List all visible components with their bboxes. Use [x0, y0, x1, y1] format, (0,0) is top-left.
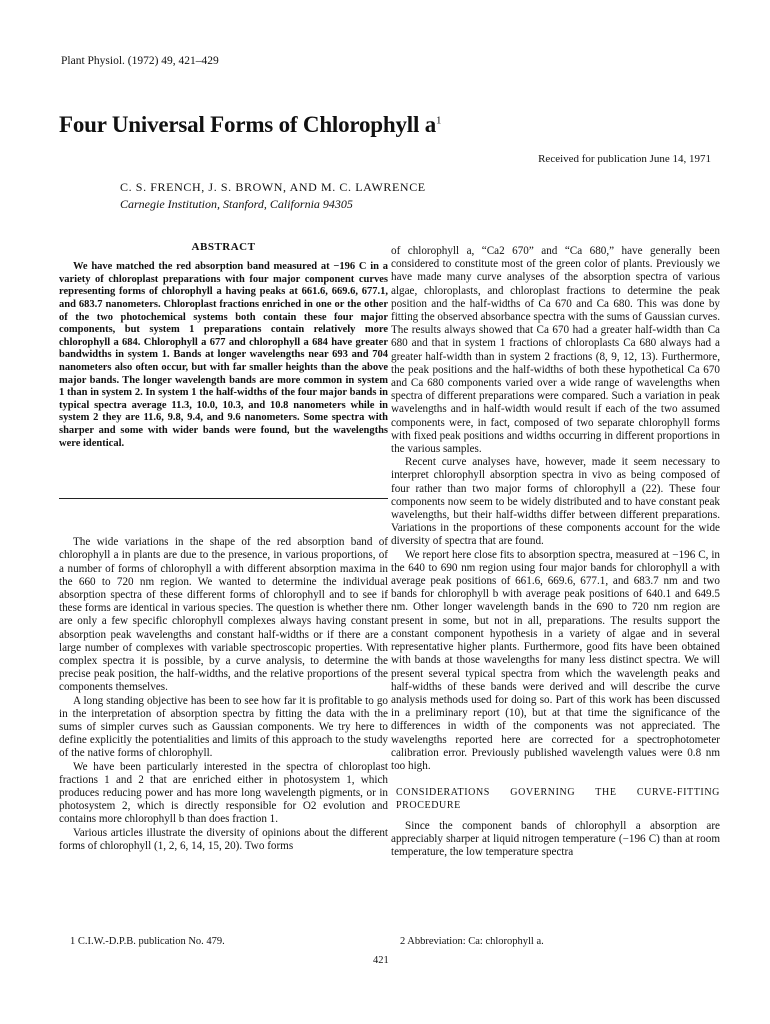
intro-paragraph-1: The wide variations in the shape of the red absorption band of chlorophyll a in plants are due to the presence, in various proportions, of a number of forms of chlorophyll a with different absorption maxima in the 660 to 720 nm region. We wanted to determine the individual absorption spectra of these different forms of chlorophyll and to see if these forms are identical in various species. The question is whether there are only a few specific chlorophyll complexes always having constant absorption peak wavelengths and constant half-widths or if there are a large number of complexes with variable spectroscopic properties. With complex spectra it is possible, by a curve analysis, to determine the precise peak position, the half-widths, and the relative proportions of the components themselves.	[59, 536, 388, 694]
left-column	[59, 241, 388, 853]
footnote-2: 2 Abbreviation: Ca: chlorophyll a.	[400, 936, 544, 947]
intro-paragraph-2: A long standing objective has been to see how far it is profitable to go in the interpretation of absorption spectra by fitting the data with the sums of simpler curves such as Gaussian components. We try here to define explicitly the potentialities and limits of this approach to the study of the native forms of chlorophyll.	[59, 694, 388, 760]
page-number: 421	[373, 955, 389, 966]
introduction	[59, 536, 388, 853]
right-paragraph-4: Since the component bands of chlorophyll a absorption are appreciably sharper at liquid nitrogen temperature (−196 C) than at room temperature, the low temperature spectra	[391, 819, 720, 858]
abstract-body: We have matched the red absorption band measured at −196 C in a variety of chloroplast preparations with four major component curves representing forms of chlorophyll a having peaks at 661.6, 669.6, 677.1, and 683.7 nanometers. Chloroplast fractions enriched in one or the other of the two photochemical systems both contain these four major components, but system 1 preparations contain relatively more chlorophyll a 684. Chlorophyll a 677 and chlorophyll a 684 have greater bandwidths in system 1. Bands at longer wavelengths near 693 and 704 nanometers also often occur, but with far smaller heights than the above major bands. The longer wavelength bands are more common in system 1 than in system 2. In system 1 the half-widths of the four major bands in typical spectra average 11.3, 10.0, 10.3, and 10.8 nanometers while in system 2 they are 11.6, 9.8, 9.4, and 9.6 nanometers. Some spectra with sharper and some with wider bands were found, but the wavelengths were identical.	[59, 261, 388, 449]
affiliation: Carnegie Institution, Stanford, California 94305	[120, 197, 353, 211]
footnote-1: 1 C.I.W.-D.P.B. publication No. 479.	[70, 936, 225, 947]
title-footnote-mark: 1	[436, 114, 442, 127]
right-paragraph-2: Recent curve analyses have, however, made it seem necessary to interpret chlorophyll absorption spectra in vivo as being composed of four rather than two major forms of chlorophyll a (22). These four components now seem to be widely distributed and to have constant peak wavelengths, but their half-widths differ between different preparations. Variations in the proportions of these components account for the wide diversity of spectra that are found.	[391, 456, 720, 548]
abstract-divider	[59, 498, 388, 499]
abstract-heading: ABSTRACT	[191, 241, 256, 253]
right-column	[391, 245, 720, 859]
authors: C. S. FRENCH, J. S. BROWN, AND M. C. LAWRENCE	[120, 180, 426, 194]
intro-paragraph-3: We have been particularly interested in the spectra of chloroplast fractions 1 and 2 that are enriched either in photosystem 1, which produces reducing power and has more long wavelength pigments, or in photosystem 2, which is directly responsible for O2 evolution and contains more chlorophyll b than does fraction 1.	[59, 760, 388, 826]
journal-citation: Plant Physiol. (1972) 49, 421–429	[61, 55, 219, 67]
right-paragraph-3: We report here close fits to absorption spectra, measured at −196 C, in the 640 to 690 nm region using four major bands for chlorophyll a with average peak positions of 661.6, 669.6, 677.1, and 683.7 nm and two bands for chlorophyll b with average peak positions of 640.1 and 649.5 nm. Other longer wavelength bands in the 690 to 720 nm region are present in some, but not in all, preparations. The results support the constant component hypothesis in a variety of algae and in several representative higher plants. Furthermore, good fits have been obtained with bands at those wavelengths for many less distinct spectra. We will present several typical spectra from which the wavelength peaks and half-widths of these bands were derived and will describe the curve analysis methods used for doing so. Part of this work has been discussed in a preliminary report (10), but at that time the significance of the differences in width of the components was not appreciated. The wavelengths reported here are corrected for a spectrophotometer calibration error. Previously published wavelength values were 0.8 nm too high.	[391, 548, 720, 772]
paper-title: Four Universal Forms of Chlorophyll $a^1$	[59, 112, 442, 137]
right-paragraph-1: of chlorophyll a, “Ca2 670” and “Ca 680,” have generally been considered to constitute most of the green color of plants. Previously we have made many curve analyses of the absorption spectra of various algae, chloroplasts, and chloroplast fractions to determine the peak position and the half-widths of Ca 670 and Ca 680. This was done by fitting the observed absorbance spectra with the sums of Gaussian curves. The results always showed that Ca 670 had a greater half-width than Ca 680 and that in system 1 fractions of chloroplasts Ca 680 always had a greater half-width than in system 2 fractions (8, 9, 12, 13). Furthermore, the peak positions and the half-widths of both these hypothetical Ca 670 and Ca 680 components varied over a wide range of wavelengths when spectra of different preparations were compared. Such a variation in peak wavelengths and in half-width would result if each of the two assumed components were, in fact, composed of two separate chlorophyll forms with fixed peak positions and widths occurring in different proportions in the various samples.	[391, 245, 720, 456]
section-heading: CONSIDERATIONS GOVERNING THE CURVE-FITTING PROCEDURE	[396, 787, 720, 812]
received-date: Received for publication June 14, 1971	[538, 153, 711, 165]
intro-paragraph-4: Various articles illustrate the diversity of opinions about the different forms of chlorophyll (1, 2, 6, 14, 15, 20). Two forms	[59, 826, 388, 852]
